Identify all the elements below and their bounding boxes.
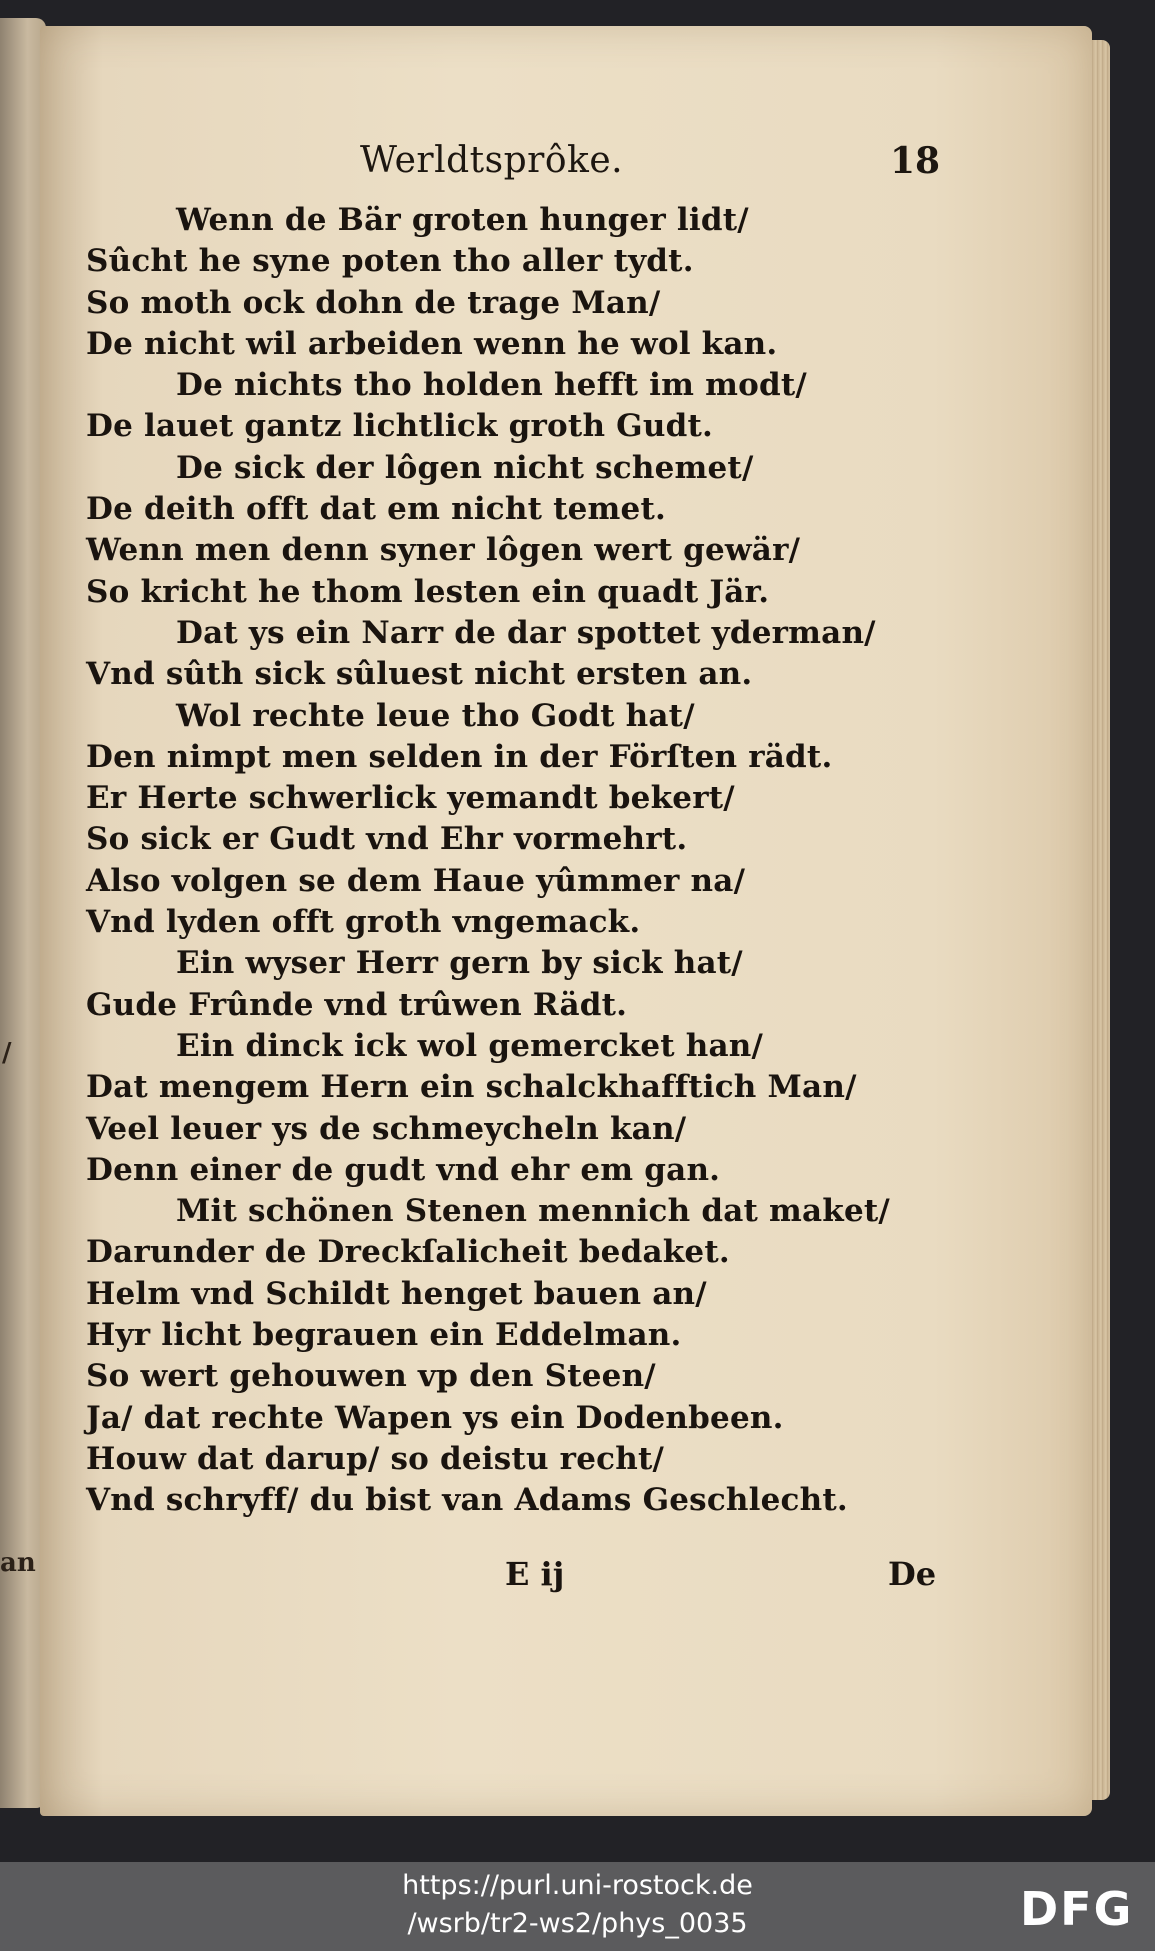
text-line: So moth ock dohn de trage Man/ bbox=[86, 284, 661, 321]
text-line: Dat mengem Hern ein schalckhafftich Man/ bbox=[86, 1069, 857, 1106]
signature-mark: E ij bbox=[505, 1555, 565, 1593]
text-line: Wenn men denn syner lôgen wert gewär/ bbox=[86, 532, 801, 569]
catchword: De bbox=[888, 1555, 937, 1593]
text-line: Mit schönen Stenen mennich dat maket/ bbox=[176, 1193, 890, 1230]
text-line: Ein wyser Herr gern by sick hat/ bbox=[176, 945, 743, 982]
text-line: Ein dinck ick wol gemercket han/ bbox=[176, 1027, 764, 1064]
text-line: Vnd sûth sick sûluest nicht ersten an. bbox=[86, 656, 753, 693]
text-line: Vnd schryff/ du bist van Adams Geschlecht. bbox=[86, 1482, 848, 1519]
text-line: So wert gehouwen vp den Steen/ bbox=[86, 1358, 656, 1395]
text-line: Darunder de Dreckſalicheit bedaket. bbox=[86, 1234, 730, 1271]
text-line: So kricht he thom lesten ein quadt Jär. bbox=[86, 573, 770, 610]
text-line: De deith offt dat em nicht temet. bbox=[86, 491, 666, 528]
text-line: Houw dat darup/ so deistu recht/ bbox=[86, 1440, 664, 1477]
text-line: Gude Frûnde vnd trûwen Rädt. bbox=[86, 986, 628, 1023]
text-line: Wenn de Bär groten hunger lidt/ bbox=[176, 202, 749, 238]
left-page-fragment: an bbox=[0, 1548, 36, 1578]
text-line: Vnd lyden offt groth vngemack. bbox=[86, 904, 641, 941]
text-line: Also volgen se dem Haue yûmmer na/ bbox=[86, 862, 746, 899]
text-line: Veel leuer ys de schmeycheln kan/ bbox=[86, 1110, 687, 1147]
running-title: Werldtsprôke. bbox=[360, 140, 624, 181]
text-line: De nichts tho holden hefft im modt/ bbox=[176, 367, 807, 404]
footer-bar bbox=[0, 1862, 1155, 1951]
text-line: Hyr licht begrauen ein Eddelman. bbox=[86, 1317, 682, 1354]
text-line: Er Herte schwerlick yemandt bekert/ bbox=[86, 780, 735, 817]
text-line: Den nimpt men selden in der Förſten rädt. bbox=[86, 738, 833, 775]
text-line: Helm vnd Schildt henget bauen an/ bbox=[86, 1275, 707, 1312]
text-line: Sûcht he syne poten tho aller tydt. bbox=[86, 243, 694, 280]
dfg-logo: DFG bbox=[1020, 1882, 1134, 1936]
text-line: Dat ys ein Narr de dar spottet yderman/ bbox=[176, 614, 876, 651]
url-line-1[interactable]: https://purl.uni-rostock.de bbox=[402, 1870, 753, 1901]
verse-block bbox=[86, 200, 906, 1522]
url-line-2[interactable]: /wsrb/tr2-ws2/phys_0035 bbox=[407, 1908, 748, 1939]
text-line: Ja/ dat rechte Wapen ys ein Dodenbeen. bbox=[86, 1399, 784, 1436]
page-number: 18 bbox=[890, 140, 941, 182]
text-line: De lauet gantz lichtlick groth Gudt. bbox=[86, 408, 713, 445]
text-line: So sick er Gudt vnd Ehr vormehrt. bbox=[86, 821, 688, 858]
text-line: De sick der lôgen nicht schemet/ bbox=[176, 449, 754, 486]
text-line: Wol rechte leue tho Godt hat/ bbox=[176, 697, 695, 734]
text-line: De nicht wil arbeiden wenn he wol kan. bbox=[86, 325, 778, 362]
text-line: Denn einer de gudt vnd ehr em gan. bbox=[86, 1151, 721, 1188]
left-page-fragment: / bbox=[2, 1038, 12, 1068]
